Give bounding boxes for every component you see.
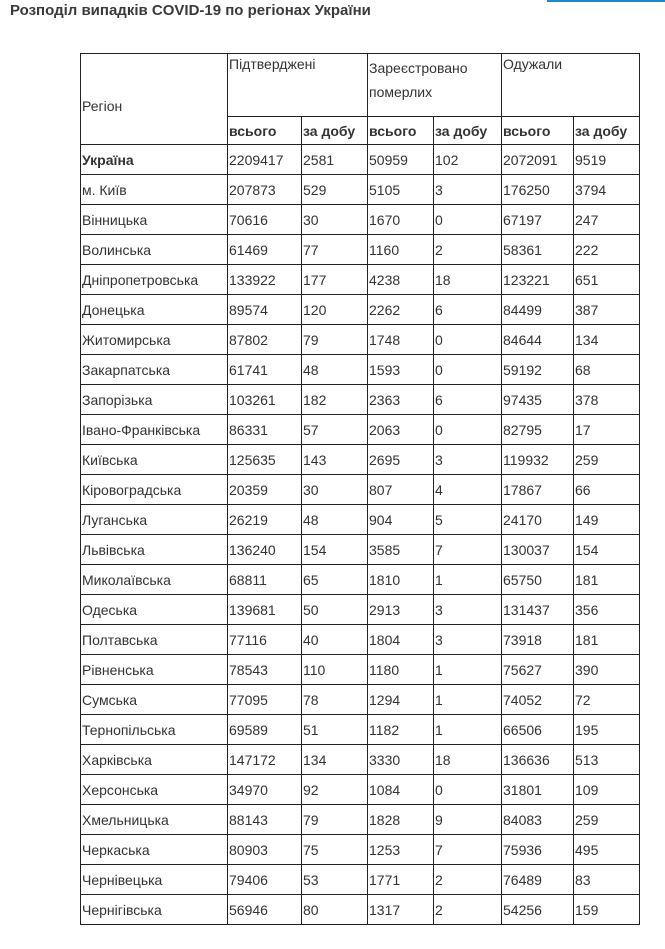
- region-cell: Чернігівська: [81, 895, 228, 925]
- deaths-total-cell: 2063: [368, 415, 434, 445]
- region-cell: Харківська: [81, 745, 228, 775]
- confirmed-daily-cell: 53: [302, 865, 368, 895]
- deaths-daily-cell: 3: [434, 625, 502, 655]
- recovered-total-cell: 84083: [502, 805, 574, 835]
- header-region: Регіон: [81, 54, 228, 145]
- confirmed-daily-cell: 57: [302, 415, 368, 445]
- recovered-total-cell: 74052: [502, 685, 574, 715]
- table-row: [81, 505, 640, 535]
- recovered-total-cell: 82795: [502, 415, 574, 445]
- deaths-total-cell: 1810: [368, 565, 434, 595]
- recovered-total-cell: 97435: [502, 385, 574, 415]
- region-cell: Полтавська: [81, 625, 228, 655]
- confirmed-total-cell: 61741: [228, 355, 302, 385]
- deaths-daily-cell: 2: [434, 865, 502, 895]
- deaths-total-cell: 1593: [368, 355, 434, 385]
- deaths-daily-cell: 1: [434, 565, 502, 595]
- confirmed-total-cell: 56946: [228, 895, 302, 925]
- confirmed-total-cell: 139681: [228, 595, 302, 625]
- confirmed-total-cell: 79406: [228, 865, 302, 895]
- deaths-total-cell: 4238: [368, 265, 434, 295]
- recovered-total-cell: 67197: [502, 205, 574, 235]
- confirmed-total-cell: 69589: [228, 715, 302, 745]
- confirmed-total-cell: 136240: [228, 535, 302, 565]
- recovered-total-cell: 59192: [502, 355, 574, 385]
- deaths-total-cell: 1084: [368, 775, 434, 805]
- region-cell: Закарпатська: [81, 355, 228, 385]
- recovered-total-cell: 58361: [502, 235, 574, 265]
- region-cell: Кіровоградська: [81, 475, 228, 505]
- deaths-daily-cell: 7: [434, 835, 502, 865]
- confirmed-daily-cell: 143: [302, 445, 368, 475]
- recovered-total-cell: 130037: [502, 535, 574, 565]
- region-cell: Хмельницька: [81, 805, 228, 835]
- region-cell: Житомирська: [81, 325, 228, 355]
- recovered-total-cell: 84499: [502, 295, 574, 325]
- recovered-total-cell: 65750: [502, 565, 574, 595]
- table-row: [81, 205, 640, 235]
- recovered-total-cell: 31801: [502, 775, 574, 805]
- deaths-total-cell: 1670: [368, 205, 434, 235]
- confirmed-total-cell: 77116: [228, 625, 302, 655]
- header-deaths: Зареєстровано померлих: [368, 54, 502, 117]
- recovered-daily-cell: 9519: [574, 145, 640, 175]
- table-row: [81, 475, 640, 505]
- deaths-total-cell: 2913: [368, 595, 434, 625]
- confirmed-total-cell: 61469: [228, 235, 302, 265]
- recovered-total-cell: 84644: [502, 325, 574, 355]
- deaths-daily-cell: 1: [434, 715, 502, 745]
- table-row: [81, 745, 640, 775]
- region-cell: Херсонська: [81, 775, 228, 805]
- table-row: [81, 895, 640, 925]
- header-confirmed: Підтверджені: [228, 54, 368, 117]
- confirmed-total-cell: 26219: [228, 505, 302, 535]
- deaths-total-cell: 1253: [368, 835, 434, 865]
- deaths-total-cell: 1804: [368, 625, 434, 655]
- recovered-daily-cell: 109: [574, 775, 640, 805]
- confirmed-daily-cell: 79: [302, 805, 368, 835]
- deaths-daily-cell: 0: [434, 355, 502, 385]
- confirmed-total-cell: 147172: [228, 745, 302, 775]
- recovered-total-cell: 2072091: [502, 145, 574, 175]
- deaths-daily-cell: 6: [434, 385, 502, 415]
- table-row: [81, 235, 640, 265]
- region-cell: Львівська: [81, 535, 228, 565]
- recovered-daily-cell: 149: [574, 505, 640, 535]
- table-row: [81, 835, 640, 865]
- deaths-total-cell: 50959: [368, 145, 434, 175]
- confirmed-daily-cell: 182: [302, 385, 368, 415]
- deaths-daily-cell: 0: [434, 775, 502, 805]
- deaths-daily-cell: 3: [434, 595, 502, 625]
- recovered-daily-cell: 247: [574, 205, 640, 235]
- confirmed-daily-cell: 92: [302, 775, 368, 805]
- region-cell: Київська: [81, 445, 228, 475]
- recovered-daily-cell: 495: [574, 835, 640, 865]
- deaths-daily-cell: 102: [434, 145, 502, 175]
- deaths-total-cell: 5105: [368, 175, 434, 205]
- deaths-total-cell: 2262: [368, 295, 434, 325]
- confirmed-total-cell: 68811: [228, 565, 302, 595]
- header-recovered-total: всього: [502, 117, 574, 145]
- recovered-total-cell: 176250: [502, 175, 574, 205]
- recovered-daily-cell: 3794: [574, 175, 640, 205]
- confirmed-daily-cell: 120: [302, 295, 368, 325]
- confirmed-daily-cell: 30: [302, 205, 368, 235]
- deaths-daily-cell: 3: [434, 175, 502, 205]
- region-cell: Чернівецька: [81, 865, 228, 895]
- deaths-daily-cell: 9: [434, 805, 502, 835]
- deaths-total-cell: 1748: [368, 325, 434, 355]
- confirmed-total-cell: 89574: [228, 295, 302, 325]
- recovered-total-cell: 54256: [502, 895, 574, 925]
- table-row: [81, 565, 640, 595]
- confirmed-total-cell: 34970: [228, 775, 302, 805]
- table-row: [81, 655, 640, 685]
- confirmed-daily-cell: 134: [302, 745, 368, 775]
- region-cell: Запорізька: [81, 385, 228, 415]
- table-row: [81, 595, 640, 625]
- deaths-total-cell: 1317: [368, 895, 434, 925]
- recovered-total-cell: 24170: [502, 505, 574, 535]
- table-row: [81, 145, 640, 175]
- region-cell: Миколаївська: [81, 565, 228, 595]
- page-title: Розподіл випадків COVID-19 по регіонах України: [10, 2, 371, 19]
- recovered-daily-cell: 195: [574, 715, 640, 745]
- confirmed-total-cell: 133922: [228, 265, 302, 295]
- confirmed-total-cell: 20359: [228, 475, 302, 505]
- confirmed-total-cell: 80903: [228, 835, 302, 865]
- table-row: [81, 295, 640, 325]
- recovered-daily-cell: 66: [574, 475, 640, 505]
- region-cell: Черкаська: [81, 835, 228, 865]
- deaths-total-cell: 1182: [368, 715, 434, 745]
- recovered-total-cell: 119932: [502, 445, 574, 475]
- deaths-daily-cell: 7: [434, 535, 502, 565]
- confirmed-daily-cell: 75: [302, 835, 368, 865]
- recovered-daily-cell: 181: [574, 565, 640, 595]
- confirmed-total-cell: 78543: [228, 655, 302, 685]
- deaths-daily-cell: 1: [434, 685, 502, 715]
- region-cell: Волинська: [81, 235, 228, 265]
- table-row: [81, 445, 640, 475]
- confirmed-total-cell: 77095: [228, 685, 302, 715]
- table-row: [81, 415, 640, 445]
- confirmed-daily-cell: 78: [302, 685, 368, 715]
- confirmed-daily-cell: 48: [302, 505, 368, 535]
- header-recovered: Одужали: [502, 54, 640, 117]
- confirmed-daily-cell: 80: [302, 895, 368, 925]
- region-cell: Тернопільська: [81, 715, 228, 745]
- confirmed-daily-cell: 48: [302, 355, 368, 385]
- region-cell: Дніпропетровська: [81, 265, 228, 295]
- region-cell: Донецька: [81, 295, 228, 325]
- recovered-daily-cell: 17: [574, 415, 640, 445]
- confirmed-daily-cell: 30: [302, 475, 368, 505]
- table-row: [81, 265, 640, 295]
- header-accent-line: [547, 0, 665, 2]
- table-row: [81, 175, 640, 205]
- confirmed-daily-cell: 79: [302, 325, 368, 355]
- region-cell: м. Київ: [81, 175, 228, 205]
- table-row: [81, 625, 640, 655]
- deaths-total-cell: 1180: [368, 655, 434, 685]
- region-cell: Вінницька: [81, 205, 228, 235]
- recovered-daily-cell: 68: [574, 355, 640, 385]
- deaths-total-cell: 1828: [368, 805, 434, 835]
- confirmed-total-cell: 86331: [228, 415, 302, 445]
- confirmed-daily-cell: 40: [302, 625, 368, 655]
- header-confirmed-daily: за добу: [302, 117, 368, 145]
- recovered-daily-cell: 390: [574, 655, 640, 685]
- recovered-total-cell: 75627: [502, 655, 574, 685]
- deaths-total-cell: 2363: [368, 385, 434, 415]
- region-cell: Івано-Франківська: [81, 415, 228, 445]
- deaths-daily-cell: 0: [434, 415, 502, 445]
- recovered-daily-cell: 72: [574, 685, 640, 715]
- recovered-daily-cell: 134: [574, 325, 640, 355]
- confirmed-daily-cell: 65: [302, 565, 368, 595]
- deaths-daily-cell: 4: [434, 475, 502, 505]
- recovered-daily-cell: 159: [574, 895, 640, 925]
- confirmed-daily-cell: 51: [302, 715, 368, 745]
- header-row-groups: [81, 54, 640, 117]
- recovered-daily-cell: 154: [574, 535, 640, 565]
- recovered-daily-cell: 356: [574, 595, 640, 625]
- recovered-daily-cell: 651: [574, 265, 640, 295]
- recovered-daily-cell: 222: [574, 235, 640, 265]
- deaths-daily-cell: 1: [434, 655, 502, 685]
- table-row: [81, 685, 640, 715]
- table-row: [81, 805, 640, 835]
- recovered-daily-cell: 378: [574, 385, 640, 415]
- deaths-total-cell: 904: [368, 505, 434, 535]
- confirmed-total-cell: 125635: [228, 445, 302, 475]
- confirmed-total-cell: 87802: [228, 325, 302, 355]
- deaths-daily-cell: 18: [434, 265, 502, 295]
- deaths-daily-cell: 5: [434, 505, 502, 535]
- deaths-total-cell: 1771: [368, 865, 434, 895]
- confirmed-total-cell: 207873: [228, 175, 302, 205]
- region-cell: Україна: [81, 145, 228, 175]
- confirmed-total-cell: 88143: [228, 805, 302, 835]
- header-recovered-daily: за добу: [574, 117, 640, 145]
- confirmed-daily-cell: 177: [302, 265, 368, 295]
- confirmed-daily-cell: 77: [302, 235, 368, 265]
- deaths-total-cell: 3330: [368, 745, 434, 775]
- recovered-total-cell: 73918: [502, 625, 574, 655]
- recovered-daily-cell: 387: [574, 295, 640, 325]
- confirmed-total-cell: 2209417: [228, 145, 302, 175]
- recovered-daily-cell: 259: [574, 805, 640, 835]
- header-deaths-daily: за добу: [434, 117, 502, 145]
- deaths-total-cell: 807: [368, 475, 434, 505]
- table-row: [81, 325, 640, 355]
- table-row: [81, 535, 640, 565]
- confirmed-total-cell: 103261: [228, 385, 302, 415]
- recovered-total-cell: 76489: [502, 865, 574, 895]
- region-cell: Одеська: [81, 595, 228, 625]
- recovered-total-cell: 136636: [502, 745, 574, 775]
- confirmed-daily-cell: 110: [302, 655, 368, 685]
- header-deaths-total: всього: [368, 117, 434, 145]
- table-row: [81, 865, 640, 895]
- recovered-total-cell: 75936: [502, 835, 574, 865]
- deaths-daily-cell: 3: [434, 445, 502, 475]
- deaths-total-cell: 3585: [368, 535, 434, 565]
- deaths-daily-cell: 0: [434, 205, 502, 235]
- covid-regions-table: [80, 53, 640, 925]
- deaths-daily-cell: 6: [434, 295, 502, 325]
- recovered-daily-cell: 259: [574, 445, 640, 475]
- recovered-total-cell: 123221: [502, 265, 574, 295]
- deaths-daily-cell: 0: [434, 325, 502, 355]
- recovered-daily-cell: 83: [574, 865, 640, 895]
- region-cell: Сумська: [81, 685, 228, 715]
- deaths-daily-cell: 18: [434, 745, 502, 775]
- deaths-total-cell: 2695: [368, 445, 434, 475]
- recovered-total-cell: 17867: [502, 475, 574, 505]
- deaths-daily-cell: 2: [434, 895, 502, 925]
- recovered-daily-cell: 181: [574, 625, 640, 655]
- confirmed-total-cell: 70616: [228, 205, 302, 235]
- deaths-daily-cell: 2: [434, 235, 502, 265]
- recovered-daily-cell: 513: [574, 745, 640, 775]
- confirmed-daily-cell: 154: [302, 535, 368, 565]
- confirmed-daily-cell: 2581: [302, 145, 368, 175]
- region-cell: Рівненська: [81, 655, 228, 685]
- table-row: [81, 715, 640, 745]
- recovered-total-cell: 131437: [502, 595, 574, 625]
- deaths-total-cell: 1160: [368, 235, 434, 265]
- table-row: [81, 385, 640, 415]
- confirmed-daily-cell: 529: [302, 175, 368, 205]
- region-cell: Луганська: [81, 505, 228, 535]
- confirmed-daily-cell: 50: [302, 595, 368, 625]
- header-confirmed-total: всього: [228, 117, 302, 145]
- recovered-total-cell: 66506: [502, 715, 574, 745]
- table-row: [81, 775, 640, 805]
- deaths-total-cell: 1294: [368, 685, 434, 715]
- table-row: [81, 355, 640, 385]
